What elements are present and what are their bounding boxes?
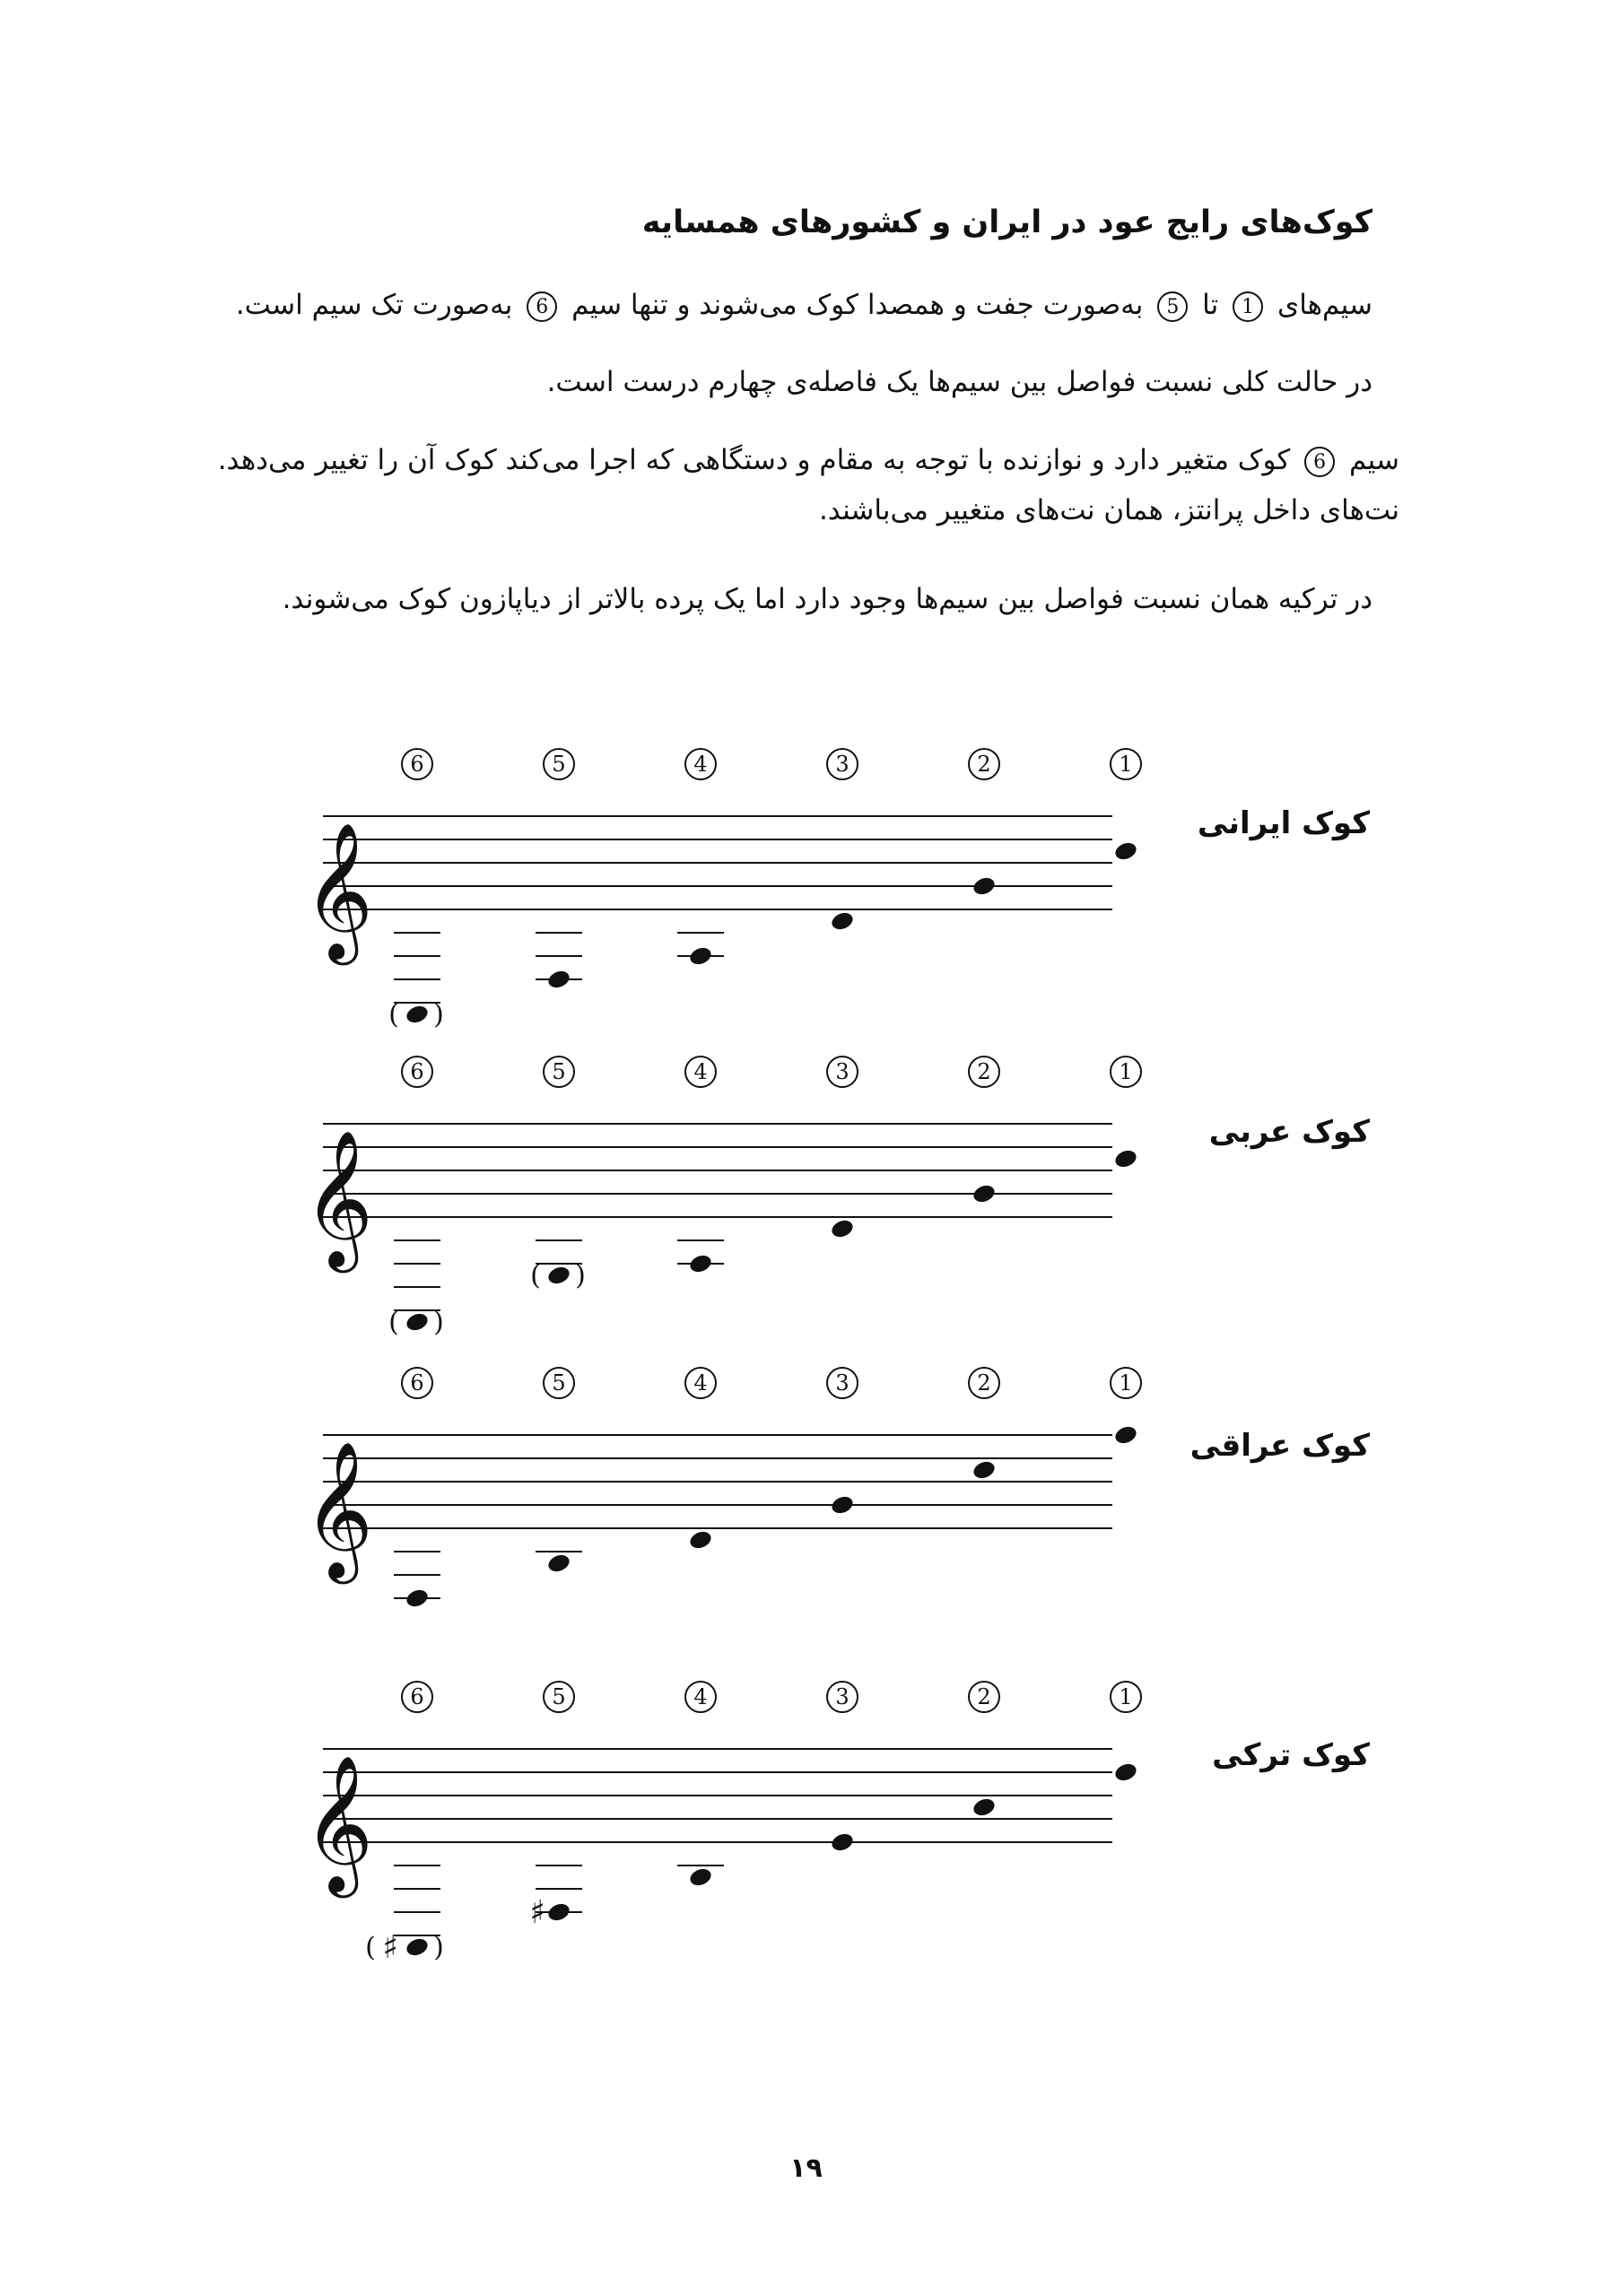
- note-head: [1113, 840, 1139, 863]
- p3-text-a: سیم: [1349, 444, 1399, 476]
- paragraph-1: [170, 280, 1372, 330]
- left-parenthesis: (: [530, 1260, 541, 1292]
- note-head: [830, 1494, 856, 1517]
- p3-line-2: نت‌های داخل پرانتز، همان نت‌های متغییر می‌باشند.: [818, 494, 1399, 526]
- string-number-label: 4: [693, 1059, 708, 1084]
- p1-text-c: به‌صورت جفت و همصدا کوک می‌شوند و تنها سیم: [571, 289, 1144, 321]
- sharp-accidental-icon: ♯: [382, 1929, 398, 1966]
- treble-clef-icon: 𝄞: [303, 1129, 374, 1267]
- tuning-label-iranian: کوک ایرانی: [1197, 805, 1370, 841]
- string-number-label: 6: [410, 1684, 424, 1709]
- string-number-label: 3: [835, 1059, 850, 1084]
- note-head: [546, 969, 572, 991]
- note-head: [830, 910, 856, 933]
- string-number-label: 5: [552, 752, 566, 777]
- note-head: [972, 1183, 998, 1205]
- note-head: [405, 1587, 431, 1610]
- string-number-label: 1: [1119, 1370, 1133, 1396]
- note-head: [972, 1459, 998, 1482]
- p1-text-b: تا: [1202, 289, 1219, 321]
- p1-text-d: به‌صورت تک سیم است.: [235, 289, 513, 321]
- string-number-label: 4: [693, 752, 708, 777]
- note-head: [405, 1936, 431, 1959]
- string-number-label: 3: [835, 1684, 850, 1709]
- string-number-label: 3: [835, 752, 850, 777]
- staff-iraqi: [296, 1363, 1133, 1578]
- note-head: [1113, 1424, 1139, 1447]
- staff-iranian: [296, 744, 1133, 1031]
- page-number: ۱۹: [789, 2152, 823, 2184]
- staff-turkish: [296, 1677, 1133, 1966]
- left-parenthesis: (: [388, 999, 399, 1031]
- paragraph-3: [170, 435, 1399, 535]
- left-parenthesis: (: [388, 1307, 399, 1338]
- note-head: [688, 1866, 714, 1889]
- note-head: [1113, 1148, 1139, 1170]
- paragraph-4: در ترکیه همان نسبت فواصل بین سیم‌ها وجود دارد اما یک پرده بالاتر از دیاپازون کوک می‌شوند.: [282, 583, 1372, 615]
- string-number-label: 1: [1119, 1684, 1133, 1709]
- right-parenthesis: ): [575, 1260, 586, 1292]
- p3-text-b: کوک متغیر دارد و نوازنده با توجه به مقام و دستگاهی که اجرا می‌کند کوک آن را تغییر می‌دهد.: [217, 444, 1291, 476]
- note-head: [830, 1218, 856, 1240]
- paragraph-2: در حالت کلی نسبت فواصل بین سیم‌ها یک فاصله‌ی چهارم درست است.: [546, 366, 1372, 398]
- string-number-label: 2: [977, 752, 991, 777]
- string-6-badge-p3: 6: [1304, 447, 1335, 477]
- note-head: [546, 1552, 572, 1575]
- p3-line-1: [170, 435, 1399, 485]
- tuning-label-turkish: کوک ترکی: [1212, 1737, 1370, 1773]
- string-number-label: 4: [693, 1684, 708, 1709]
- string-number-label: 5: [552, 1059, 566, 1084]
- string-number-label: 6: [410, 752, 424, 777]
- note-head: [405, 1311, 431, 1334]
- string-number-label: 2: [977, 1684, 991, 1709]
- treble-clef-icon: 𝄞: [303, 822, 374, 960]
- string-number-label: 3: [835, 1370, 850, 1396]
- note-head: [972, 1796, 998, 1819]
- string-number-label: 4: [693, 1370, 708, 1396]
- string-6-badge: 6: [527, 291, 557, 322]
- note-head: [546, 1901, 572, 1924]
- note-head: [688, 1529, 714, 1552]
- note-head: [972, 875, 998, 898]
- note-head: [830, 1831, 856, 1854]
- string-number-label: 1: [1119, 752, 1133, 777]
- string-number-label: 5: [552, 1684, 566, 1709]
- staff-arabic: [296, 1052, 1133, 1338]
- note-head: [1113, 1761, 1139, 1784]
- note-head: [688, 945, 714, 968]
- note-head: [405, 1004, 431, 1026]
- right-parenthesis: ): [433, 999, 444, 1031]
- string-number-label: 6: [410, 1370, 424, 1396]
- string-number-label: 6: [410, 1059, 424, 1084]
- note-head: [546, 1265, 572, 1287]
- tuning-label-arabic: کوک عربی: [1208, 1114, 1370, 1150]
- treble-clef-icon: 𝄞: [303, 1440, 374, 1578]
- treble-clef-icon: 𝄞: [303, 1754, 374, 1892]
- page-heading: کوک‌های رایج عود در ایران و کشورهای همسایه: [641, 204, 1372, 240]
- left-parenthesis: (: [365, 1932, 376, 1963]
- string-number-label: 1: [1119, 1059, 1133, 1084]
- string-number-label: 5: [552, 1370, 566, 1396]
- right-parenthesis: ): [433, 1307, 444, 1338]
- string-number-label: 2: [977, 1059, 991, 1084]
- note-head: [688, 1253, 714, 1275]
- p1-text-a: سیم‌های: [1277, 289, 1372, 321]
- tuning-label-iraqi: کوک عراقی: [1189, 1428, 1370, 1464]
- string-number-label: 2: [977, 1370, 991, 1396]
- sharp-accidental-icon: ♯: [529, 1894, 545, 1931]
- string-5-badge: 5: [1157, 291, 1188, 322]
- string-1-badge: 1: [1233, 291, 1263, 322]
- right-parenthesis: ): [433, 1932, 444, 1963]
